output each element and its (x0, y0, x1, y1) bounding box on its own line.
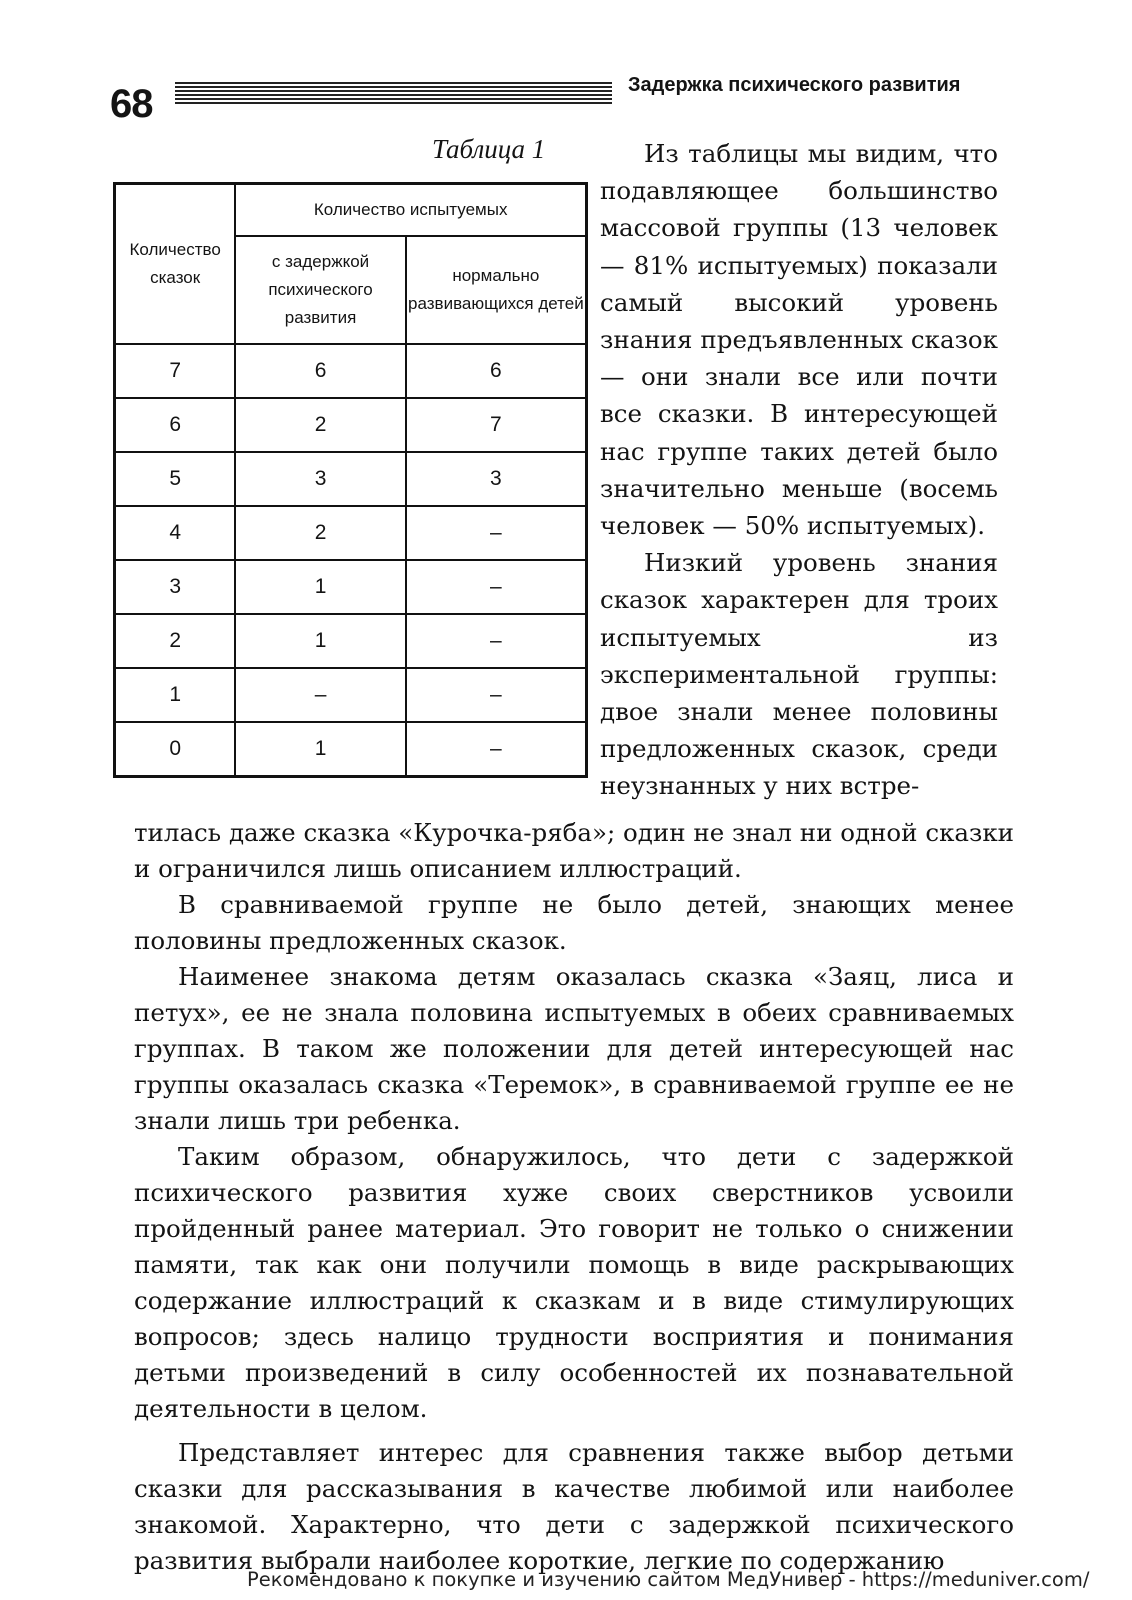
cell-tales: 5 (115, 452, 236, 506)
cell-zpr: 1 (235, 560, 405, 614)
cell-tales: 1 (115, 668, 236, 722)
header-tales-count: Количество сказок (115, 184, 236, 344)
header-subjects-count: Количество испытуемых (235, 184, 586, 236)
cell-normal: 3 (406, 452, 587, 506)
cell-normal: – (406, 506, 587, 560)
paragraph: Наименее знакома детям оказалась сказка «Заяц, лиса и петух», ее не знала половина испытуемых в обеих сравниваемых группах. В таком же положении для детей интересующей нас группы оказалась сказка «Теремок», в сравниваемой группе ее не знали лишь три ребенка. (134, 962, 1014, 1135)
side-column-text (600, 135, 998, 805)
cell-normal: – (406, 668, 587, 722)
paragraph: Представляет интерес для сравнения также выбор детьми сказки для рассказывания в качестве любимой или наиболее знакомой. Характерно, что дети с задержкой психического развития выбрали наиболее короткие, легкие по содержанию (134, 1438, 1014, 1575)
cell-normal: 7 (406, 398, 587, 452)
cell-tales: 3 (115, 560, 236, 614)
running-title: Задержка психического развития (628, 74, 961, 96)
cell-zpr: 2 (235, 398, 405, 452)
cell-zpr: 1 (235, 614, 405, 668)
cell-zpr: 3 (235, 452, 405, 506)
footer-recommendation: Рекомендовано к покупке и изучению сайтом МедУнивер - https://meduniver.com/ (247, 1568, 1090, 1591)
table-row (115, 722, 587, 777)
table-caption: Таблица 1 (432, 134, 546, 164)
table-row (115, 560, 587, 614)
header-zpr-group: с задержкой психического развития (235, 236, 405, 344)
page-number: 68 (110, 82, 153, 126)
cell-zpr: 1 (235, 722, 405, 777)
cell-zpr: 2 (235, 506, 405, 560)
header-rule (175, 82, 612, 104)
header-normal-group: нормально развивающихся детей (406, 236, 587, 344)
cell-normal: – (406, 560, 587, 614)
cell-tales: 2 (115, 614, 236, 668)
cell-tales: 6 (115, 398, 236, 452)
cell-normal: – (406, 722, 587, 777)
table-row (115, 614, 587, 668)
cell-tales: 4 (115, 506, 236, 560)
cell-normal: – (406, 614, 587, 668)
paragraph: Низкий уровень знания сказок характерен для троих испытуемых из экспериментальной группы: двое знали менее половины предложенных сказок, среди неузнанных у них встре- (600, 548, 998, 801)
paragraph: тилась даже сказка «Курочка-ряба»; один не знал ни одной сказки и ограничился лишь описанием иллюстраций. (134, 818, 1014, 883)
paragraph: Из таблицы мы видим, что подавляющее большинство массовой группы (13 человек — 81% испытуемых) показали самый высокий уровень знания предъявленных сказок — они знали все или почти все сказки. В интересующей нас группе таких детей было значительно меньше (восемь человек — 50% испытуемых). (600, 139, 998, 541)
table-row (115, 344, 587, 398)
cell-zpr: 6 (235, 344, 405, 398)
table-row (115, 668, 587, 722)
paragraph: В сравниваемой группе не было детей, знающих менее половины предложенных сказок. (134, 890, 1014, 955)
cell-normal: 6 (406, 344, 587, 398)
cell-tales: 7 (115, 344, 236, 398)
table-row (115, 398, 587, 452)
cell-tales: 0 (115, 722, 236, 777)
results-table (113, 182, 588, 778)
table-row (115, 506, 587, 560)
main-body-text (134, 815, 1014, 1579)
cell-zpr: – (235, 668, 405, 722)
paragraph: Таким образом, обнаружилось, что дети с задержкой психического развития хуже своих сверстников усвоили пройденный ранее материал. Это говорит не только о снижении памяти, так как они получили помощь в виде раскрывающих содержание иллюстраций к сказкам и в виде стимулирующих вопросов; здесь налицо трудности восприятия и понимания детьми произведений в силу особенностей их познавательной деятельности в целом. (134, 1142, 1014, 1423)
table-row (115, 452, 587, 506)
